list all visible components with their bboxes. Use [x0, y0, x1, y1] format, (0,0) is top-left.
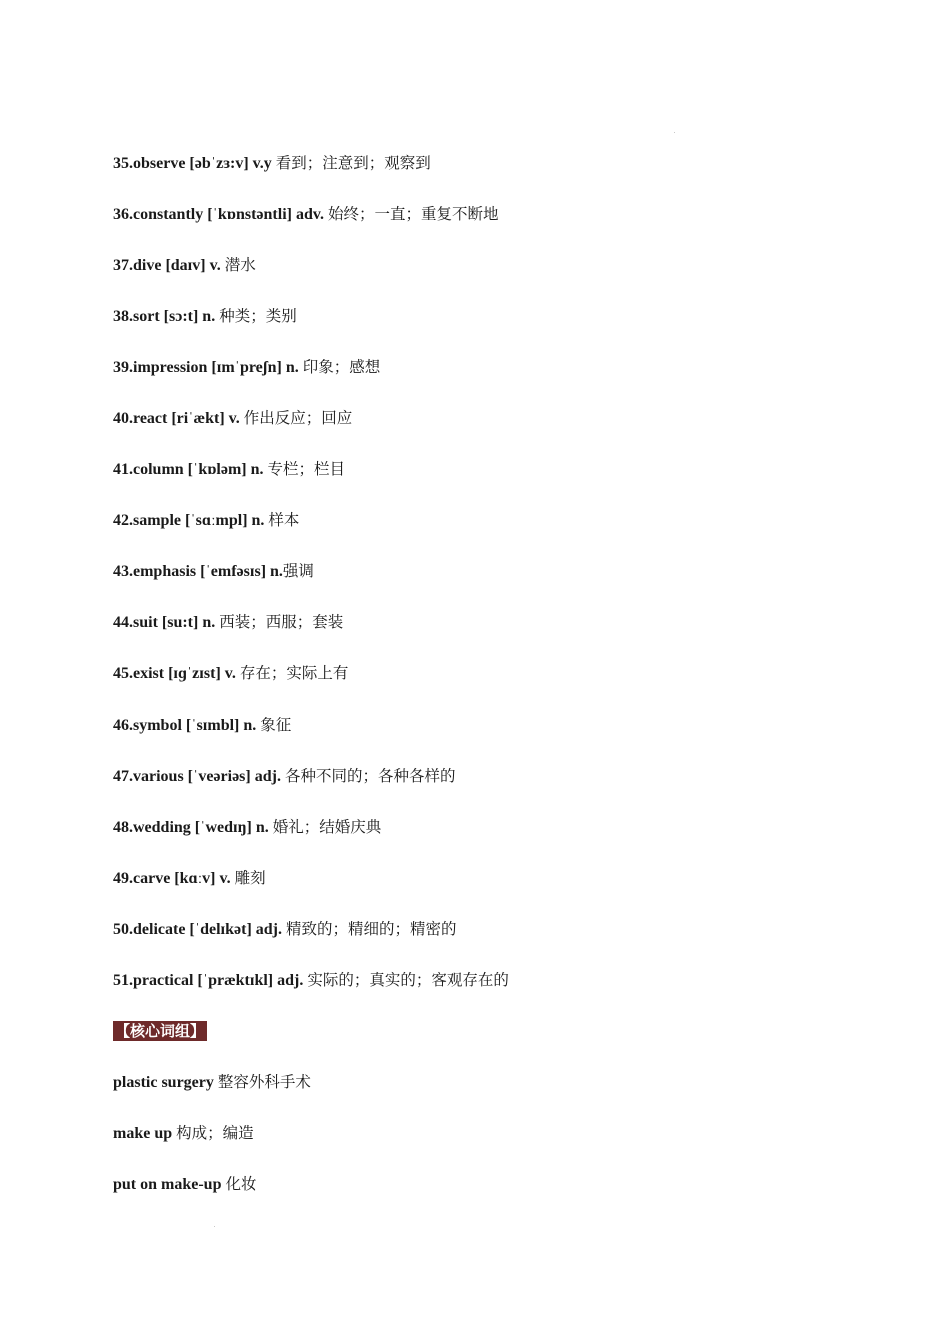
vocab-word: 35.observe [əbˈzɜ:v] v.y — [113, 155, 276, 172]
vocab-item — [113, 152, 509, 203]
vocab-meaning: 始终；一直；重复不断地 — [328, 205, 499, 224]
phrase-text: plastic surgery — [113, 1074, 218, 1091]
vocab-item — [113, 203, 509, 254]
vocab-word: 42.sample [ˈsɑːmpl] n. — [113, 512, 269, 530]
vocab-meaning: 种类；类别 — [219, 307, 297, 326]
vocab-meaning: 象征 — [260, 715, 292, 734]
section-heading-core-phrases: 【核心词组】 — [115, 1022, 206, 1040]
phrase-item — [113, 1173, 311, 1224]
vocab-meaning: 印象；感想 — [302, 358, 381, 377]
vocab-item — [113, 407, 509, 458]
vocab-item — [113, 611, 509, 662]
vocab-word: 37.dive [daɪv] v. — [113, 257, 225, 275]
vocab-item — [113, 509, 509, 560]
vocab-word: 47.various [ˈveəriəs] adj. — [113, 767, 285, 785]
vocab-item — [113, 816, 509, 867]
vocab-word: 39.impression [ɪmˈpreʃn] n. — [113, 359, 303, 377]
vocab-meaning: 样本 — [268, 511, 300, 530]
vocab-word: 43.emphasis [ˈemfəsɪs] n. — [113, 563, 283, 581]
vocab-meaning: 婚礼；结婚庆典 — [272, 817, 382, 836]
phrase-meaning: 整容外科手术 — [217, 1073, 311, 1091]
vocab-word: 45.exist [ɪɡˈzɪst] v. — [113, 665, 240, 683]
phrase-item — [113, 1071, 311, 1122]
vocabulary-list — [113, 152, 509, 1020]
vocab-meaning: 各种不同的；各种各样的 — [284, 766, 456, 785]
vocab-item — [113, 356, 509, 407]
vocab-meaning: 看到；注意到；观察到 — [275, 154, 431, 172]
scan-speck — [214, 1226, 215, 1227]
vocab-meaning: 专栏；栏目 — [267, 460, 346, 479]
vocab-word: 50.delicate [ˈdelɪkət] adj. — [113, 920, 287, 938]
vocab-meaning: 潜水 — [224, 256, 256, 275]
phrase-item — [113, 1122, 311, 1173]
phrase-meaning: 构成；编造 — [176, 1124, 254, 1142]
vocab-meaning: 精致的；精细的；精密的 — [286, 919, 457, 938]
vocab-item — [113, 918, 509, 969]
phrase-text: make up — [113, 1125, 177, 1142]
vocab-word: 49.carve [kɑːv] v. — [113, 869, 235, 887]
vocab-item — [113, 662, 509, 713]
phrase-list — [113, 1071, 311, 1224]
vocab-item — [113, 969, 509, 1020]
vocab-item — [113, 560, 509, 611]
vocab-word: 40.react [riˈækt] v. — [113, 410, 244, 428]
vocab-meaning: 作出反应；回应 — [243, 409, 353, 428]
phrase-meaning: 化妆 — [225, 1175, 257, 1193]
vocab-meaning: 强调 — [282, 562, 314, 581]
vocab-word: 38.sort [sɔ:t] n. — [113, 308, 220, 326]
vocab-word: 44.suit [su:t] n. — [113, 614, 220, 632]
vocab-item — [113, 867, 509, 918]
vocab-word: 41.column [ˈkɒləm] n. — [113, 461, 268, 479]
vocab-item — [113, 765, 509, 816]
vocab-item — [113, 458, 509, 509]
vocab-meaning: 存在；实际上有 — [239, 664, 349, 683]
scan-speck — [674, 132, 675, 133]
vocab-meaning: 雕刻 — [234, 868, 266, 887]
vocab-item — [113, 254, 509, 305]
vocab-word: 48.wedding [ˈwedɪŋ] n. — [113, 818, 273, 836]
vocab-word: 51.practical [ˈpræktɪkl] adj. — [113, 971, 308, 989]
vocab-meaning: 西装；西服；套装 — [219, 613, 344, 632]
vocab-item — [113, 305, 509, 356]
vocab-word: 36.constantly [ˈkɒnstəntli] adv. — [113, 206, 328, 224]
vocab-word: 46.symbol [ˈsɪmbl] n. — [113, 716, 261, 734]
vocab-meaning: 实际的；真实的；客观存在的 — [307, 970, 509, 989]
phrase-text: put on make-up — [113, 1176, 226, 1193]
vocab-item — [113, 714, 509, 765]
